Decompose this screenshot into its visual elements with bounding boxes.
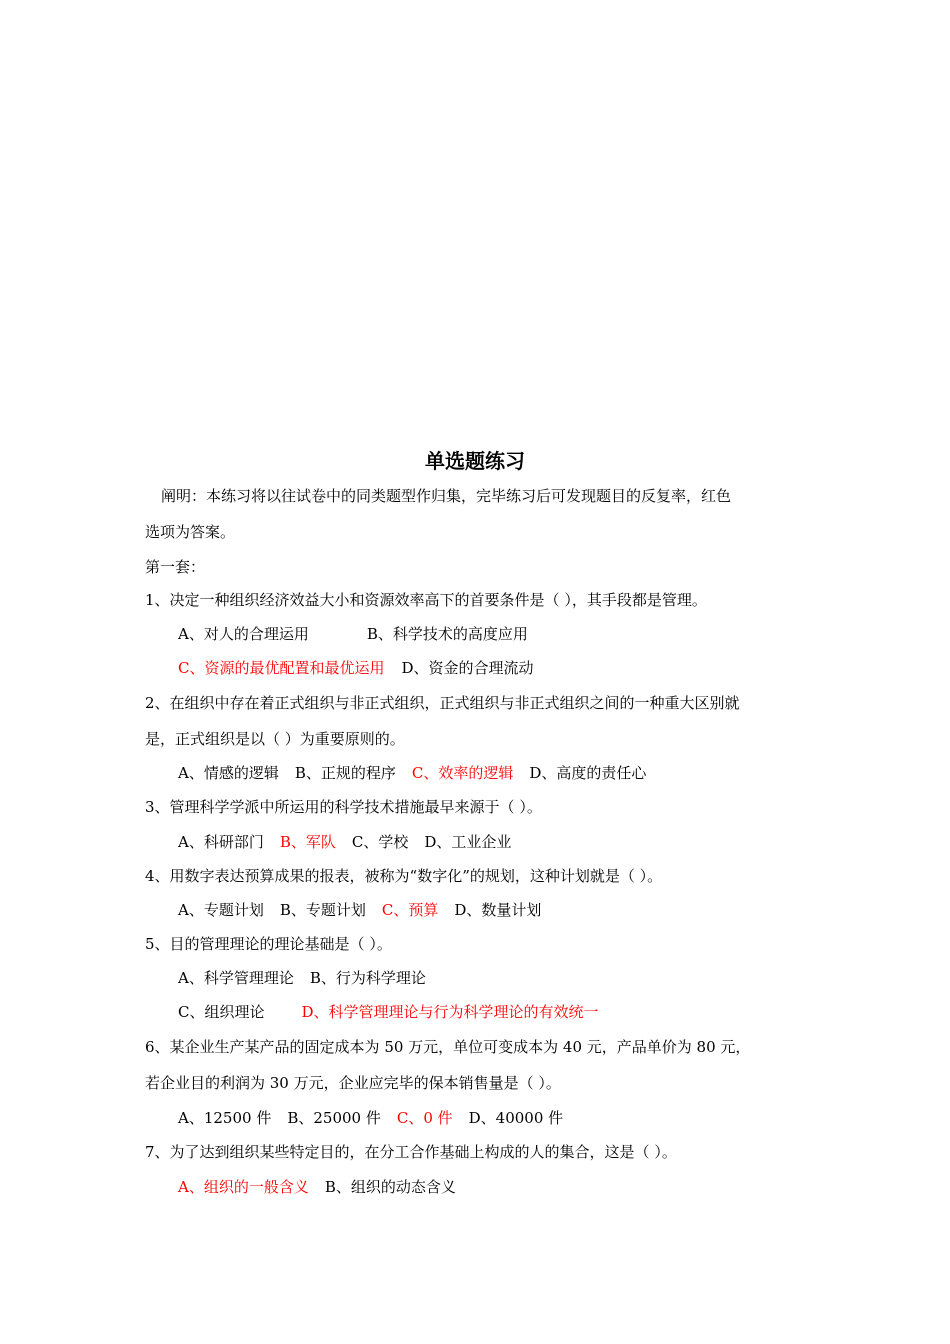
question-5-stem: 5、目的管理理论的理论基础是（ ）。 — [145, 935, 392, 953]
option-d: D、资金的合理流动 — [401, 659, 534, 677]
option-b: B、25000 件 — [287, 1109, 381, 1127]
option-a: A、对人的合理运用 — [178, 625, 309, 643]
intro-line-1: 阐明：本练习将以往试卷中的同类题型作归集，完毕练习后可发现题目的反复率，红色 — [161, 487, 732, 505]
question-7-stem: 7、为了达到组织某些特定目的，在分工合作基础上构成的人的集合，这是（ ）。 — [145, 1143, 677, 1161]
option-b: B、正规的程序 — [294, 764, 396, 782]
question-2-options — [178, 762, 646, 784]
question-6-options — [178, 1107, 563, 1129]
question-6-stem-line-1: 6、某企业生产某产品的固定成本为 50 万元，单位可变成本为 40 元，产品单价为 80 元， — [145, 1038, 751, 1056]
option-b: B、组织的动态含义 — [324, 1178, 456, 1196]
question-5-options-row-1 — [178, 967, 426, 989]
option-d: D、高度的责任心 — [529, 764, 647, 782]
option-a-answer: A、组织的一般含义 — [178, 1178, 309, 1196]
question-2-stem-line-2: 是，正式组织是以（ ）为重要原则的。 — [145, 730, 405, 748]
question-1-options-row-1 — [178, 623, 528, 645]
option-c: C、组织理论 — [178, 1003, 265, 1021]
page-title: 单选题练习 — [425, 449, 525, 473]
question-1-stem: 1、决定一种组织经济效益大小和资源效率高下的首要条件是（ ），其手段都是管理。 — [145, 591, 707, 609]
question-7-options — [178, 1176, 456, 1198]
question-3-options — [178, 831, 511, 853]
question-1-options-row-2 — [178, 657, 534, 679]
option-a: A、情感的逻辑 — [178, 764, 279, 782]
option-d: D、工业企业 — [424, 833, 512, 851]
option-d: D、数量计划 — [454, 901, 542, 919]
option-c-answer: C、0 件 — [396, 1109, 453, 1127]
question-5-options-row-2 — [178, 1001, 599, 1023]
question-3-stem: 3、管理科学学派中所运用的科学技术措施最早来源于（ ）。 — [145, 798, 542, 816]
option-a: A、科学管理理论 — [178, 969, 294, 987]
intro-line-2: 选项为答案。 — [145, 523, 236, 541]
option-a: A、12500 件 — [178, 1109, 272, 1127]
question-4-options — [178, 899, 541, 921]
option-d-answer: D、科学管理理论与行为科学理论的有效统一 — [301, 1003, 599, 1021]
question-2-stem-line-1: 2、在组织中存在着正式组织与非正式组织，正式组织与非正式组织之间的一种重大区别就 — [145, 694, 740, 712]
option-c-answer: C、预算 — [381, 901, 439, 919]
option-a: A、专题计划 — [178, 901, 264, 919]
option-c: C、学校 — [351, 833, 409, 851]
option-b: B、科学技术的高度应用 — [366, 625, 528, 643]
option-b-answer: B、军队 — [279, 833, 336, 851]
option-c-answer: C、效率的逻辑 — [411, 764, 514, 782]
question-4-stem: 4、用数字表达预算成果的报表，被称为“数字化”的规划，这种计划就是（ ）。 — [145, 867, 663, 885]
option-b: B、行为科学理论 — [309, 969, 426, 987]
option-b: B、专题计划 — [279, 901, 366, 919]
option-a: A、科研部门 — [178, 833, 264, 851]
set-label: 第一套： — [145, 558, 206, 576]
question-6-stem-line-2: 若企业目的利润为 30 万元，企业应完毕的保本销售量是（ ）。 — [145, 1074, 561, 1092]
option-c-answer: C、资源的最优配置和最优运用 — [178, 659, 385, 677]
option-d: D、40000 件 — [468, 1109, 564, 1127]
